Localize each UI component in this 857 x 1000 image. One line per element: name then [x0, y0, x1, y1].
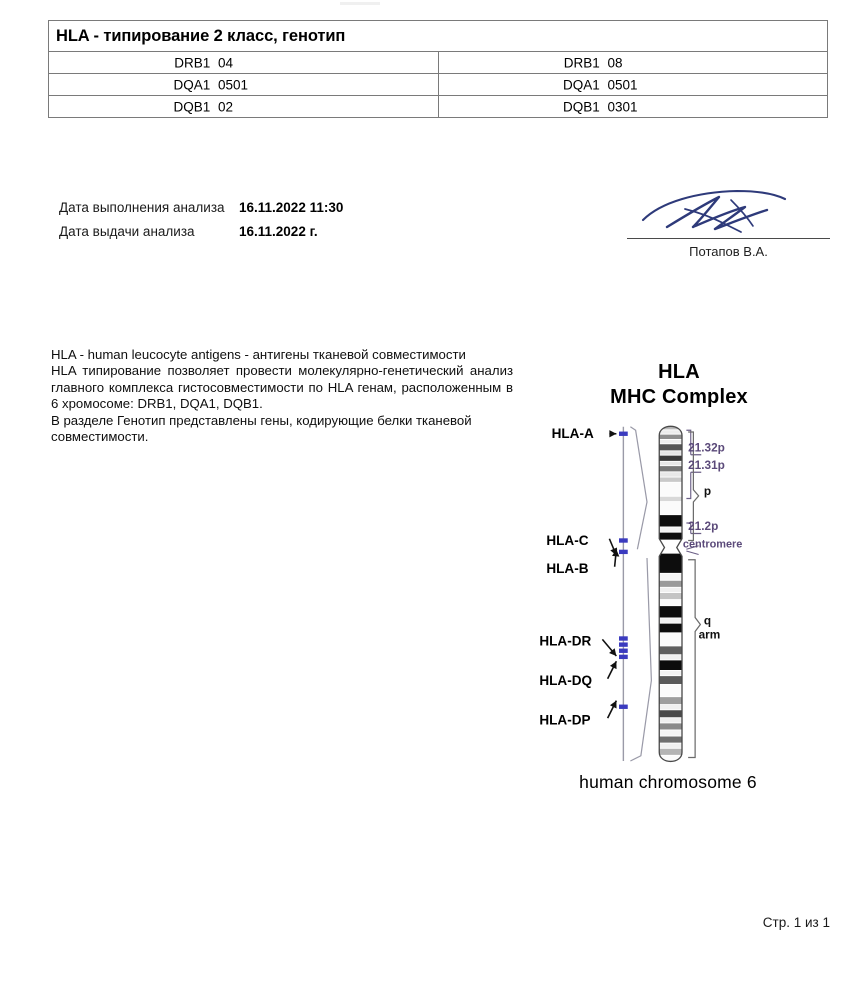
ideogram-band: [659, 660, 682, 670]
ideogram-band: [659, 730, 682, 735]
ideogram-band: [659, 435, 682, 439]
figure-title-line-2: MHC Complex: [610, 386, 748, 408]
ideogram-band: [659, 718, 682, 722]
date-issued-value: 16.11.2022 г.: [239, 224, 318, 239]
q-arm-brace: [688, 560, 700, 758]
date-performed-value: 16.11.2022 11:30: [239, 200, 344, 215]
allele-cell-right-3: [438, 96, 828, 118]
gene-marker: [619, 538, 628, 542]
date-row-issued: [59, 220, 343, 244]
ideogram-band: [659, 430, 682, 434]
band-label: centromere: [682, 538, 743, 551]
band-label: 21.31p: [688, 457, 725, 472]
page-footer: Стр. 1 из 1: [762, 915, 830, 930]
figure-canvas: [513, 418, 823, 768]
ideogram-band: [659, 723, 682, 729]
ideogram-band: [659, 600, 682, 605]
ideogram-band: [659, 633, 682, 645]
description-line-1: HLA - human leucocyte antigens - антигены тканевой совместимости: [51, 347, 466, 362]
figure-title: [513, 360, 823, 410]
ideogram-band: [659, 624, 682, 633]
ideogram-band: [659, 466, 682, 471]
date-issued-label: Дата выдачи анализа: [59, 224, 195, 239]
description-paragraph-1: HLA типирование позволяет провести молекулярно-генетический анализ главного комплекса гистосовместимости по HLA генам, расположенным в 6 хромосоме: DRB1, DQA1, DQB1.: [51, 363, 513, 412]
ideogram-band: [659, 502, 682, 514]
dates-block: [59, 196, 343, 244]
table-title-row: [49, 21, 828, 52]
ideogram-bands: [659, 425, 682, 764]
ideogram-band: [659, 671, 682, 675]
gene-label: HLA-A: [551, 426, 594, 442]
signature-block: [627, 186, 830, 259]
ideogram-band: [659, 593, 682, 599]
signature-name: Потапов В.А.: [689, 244, 768, 259]
ideogram-band: [659, 533, 682, 540]
allele-value: 0301: [607, 99, 638, 114]
ideogram-band: [659, 472, 682, 476]
band-label: 21.32p: [688, 440, 725, 455]
ideogram-band: [659, 618, 682, 622]
band-label: p: [703, 484, 712, 498]
gene-name: DRB1: [563, 55, 600, 70]
allele-value: 02: [217, 99, 234, 114]
ideogram-band: [659, 483, 682, 496]
ideogram-band: [659, 606, 682, 617]
ideogram-band: [659, 646, 682, 654]
ideogram-band: [659, 440, 682, 444]
allele-value: 0501: [607, 77, 638, 92]
allele-cell-left-2: [49, 74, 439, 96]
gene-marker: [619, 705, 628, 709]
description-paragraph-2: В разделе Генотип представлены гены, кодирующие белки тканевой совместимости.: [51, 412, 472, 445]
ideogram-band: [659, 685, 682, 696]
allele-value: 04: [217, 55, 234, 70]
ideogram-band: [659, 527, 682, 531]
chromosome-figure: [513, 360, 823, 805]
ideogram-band: [659, 710, 682, 717]
date-performed-label: Дата выполнения анализа: [59, 200, 225, 215]
gene-label: HLA-DQ: [539, 672, 593, 688]
gene-label: HLA-C: [546, 532, 589, 548]
allele-cell-right-1: [438, 52, 828, 74]
ideogram-band: [659, 697, 682, 704]
gene-name: DQA1: [562, 77, 600, 92]
ideogram-band: [659, 749, 682, 755]
ideogram-band: [659, 444, 682, 450]
gene-marker: [619, 550, 628, 554]
table-title: HLA - типирование 2 класс, генотип: [49, 21, 828, 52]
allele-cell-left-1: [49, 52, 439, 74]
allele-cell-left-3: [49, 96, 439, 118]
gene-marker: [619, 642, 628, 646]
gene-label: HLA-B: [546, 560, 589, 576]
ideogram-band: [659, 456, 682, 461]
ideogram-band: [659, 655, 682, 659]
ideogram-band: [659, 581, 682, 587]
table-row: [49, 96, 828, 118]
gene-marker: [619, 649, 628, 653]
expansion-connector: [630, 427, 651, 761]
ideogram-band: [659, 588, 682, 592]
allele-value: 0501: [217, 77, 249, 92]
allele-cell-right-2: [438, 74, 828, 96]
gene-name: DQB1: [173, 99, 211, 114]
ideogram-band: [659, 462, 682, 466]
genotype-table: [48, 20, 828, 118]
gene-arrow-head: [609, 430, 616, 437]
figure-title-line-1: HLA: [658, 361, 700, 383]
band-label: 21.2p: [688, 519, 719, 533]
ideogram-band: [659, 478, 682, 482]
gene-marker: [619, 432, 628, 436]
scan-artifact: [340, 2, 380, 5]
ideogram-band: [659, 676, 682, 684]
ideogram-band: [659, 705, 682, 709]
ideogram-band: [659, 554, 682, 573]
ideogram-band: [659, 451, 682, 455]
signature-mark: [627, 186, 830, 238]
description-text: [51, 347, 513, 445]
ideogram-band: [659, 744, 682, 748]
allele-value: 08: [607, 55, 623, 70]
ideogram-band: [659, 574, 682, 580]
date-row-performed: [59, 196, 343, 220]
table-row: [49, 52, 828, 74]
gene-name: DQA1: [173, 77, 211, 92]
ideogram-band: [659, 497, 682, 501]
gene-label: HLA-DP: [539, 712, 591, 728]
gene-name: DRB1: [174, 55, 211, 70]
figure-caption: human chromosome 6: [579, 772, 757, 792]
gene-label: HLA-DR: [539, 633, 592, 649]
gene-marker: [619, 636, 628, 640]
ideogram-band: [659, 515, 682, 526]
band-label: arm: [698, 627, 721, 642]
gene-name: DQB1: [562, 99, 600, 114]
band-label: q: [703, 613, 712, 628]
ideogram-band: [659, 737, 682, 743]
gene-marker: [619, 655, 628, 659]
table-row: [49, 74, 828, 96]
